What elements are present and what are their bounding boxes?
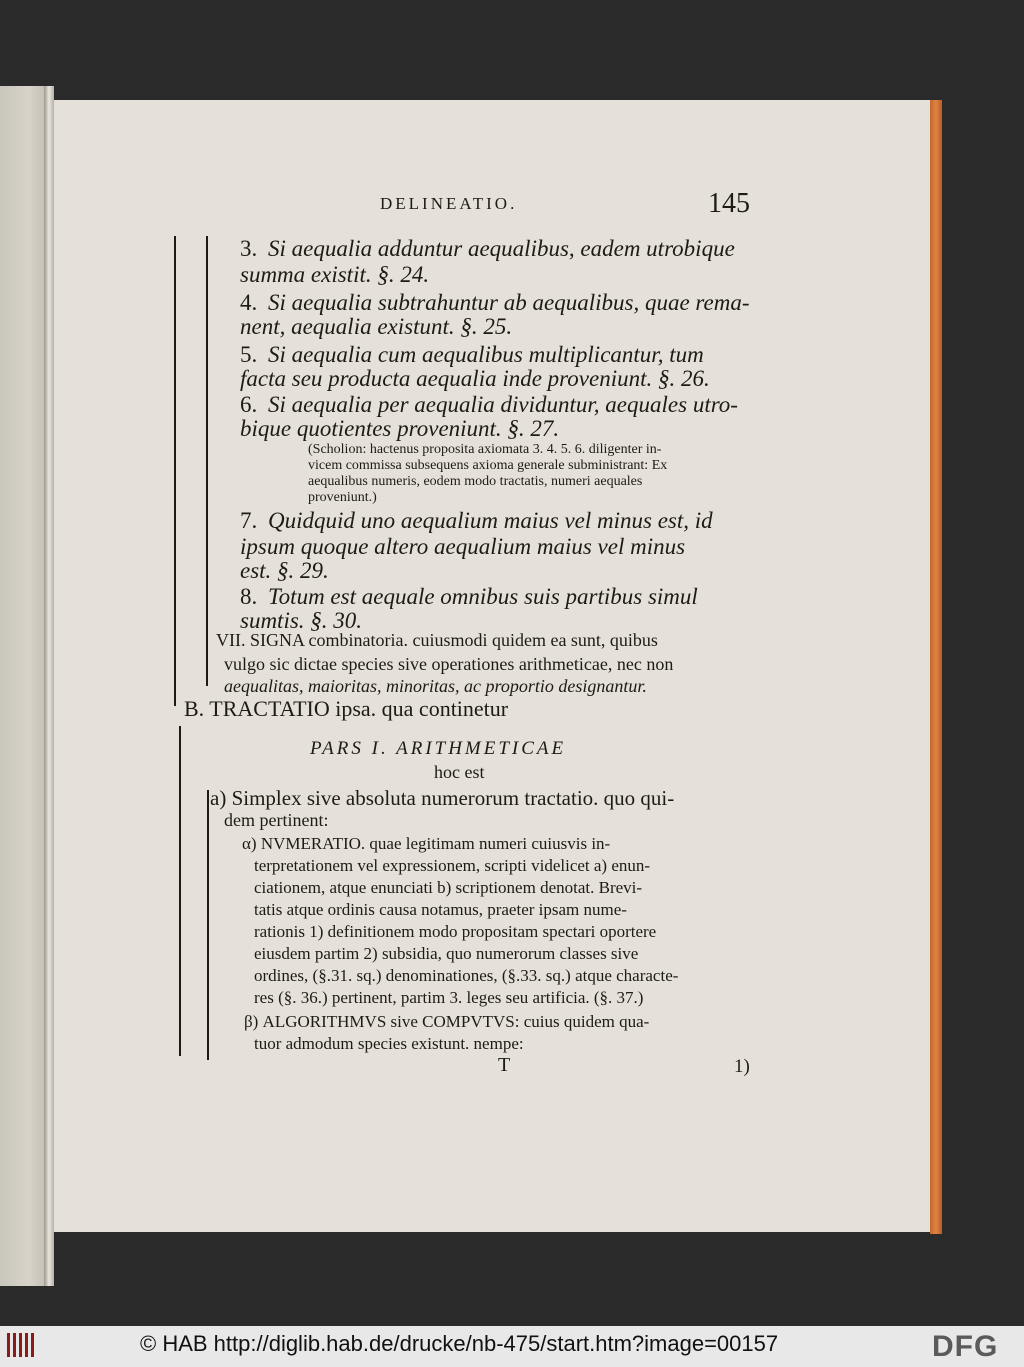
axiom-6-line: bique quotientes proveniunt. §. 27. (240, 416, 560, 441)
signature-mark: T (498, 1054, 511, 1076)
catchword: 1) (734, 1056, 750, 1077)
axiom-7-line: Quidquid uno aequalium maius vel minus est, id (268, 508, 713, 533)
dfg-logo: DFG (932, 1330, 999, 1363)
axiom-3-line: Si aequalia adduntur aequalibus, eadem utrobique (268, 236, 735, 261)
hab-logo-icon (6, 1330, 36, 1360)
axiom-8-line: sumtis. §. 30. (240, 608, 363, 633)
scholion-line: vicem commissa subsequens axioma generale subministrant: Ex (308, 458, 668, 473)
numeratio-line: rationis 1) definitionem modo propositam spectari oportere (254, 922, 657, 941)
axiom-4-line: Si aequalia subtrahuntur ab aequalibus, quae rema- (268, 290, 750, 315)
scholion-line: proveniunt.) (308, 490, 377, 505)
axiom-8-number: 8. (240, 584, 258, 609)
axiom-3-number: 3. (240, 236, 258, 261)
axiom-8-line: Totum est aequale omnibus suis partibus simul (268, 584, 698, 609)
numeratio-line: ordines, (§.31. sq.) denominationes, (§.33. sq.) atque characte- (254, 966, 679, 985)
numeratio-line: tatis atque ordinis causa notamus, praeter ipsam nume- (254, 900, 627, 919)
scholion-line: aequalibus numeris, eodem modo tractatis, numeri aequales (308, 474, 643, 489)
axiom-6-number: 6. (240, 392, 258, 417)
signa-line: aequalitas, maioritas, minoritas, ac proportio designantur. (224, 676, 647, 696)
pars-title: PARS I. ARITHMETICAE (310, 738, 567, 759)
book-gutter (44, 86, 54, 1286)
algorithmus-line: tuor admodum species existunt. nempe: (254, 1034, 524, 1053)
axiom-5-line: Si aequalia cum aequalibus multiplicantur, tum (268, 342, 704, 367)
axiom-3-line: summa existit. §. 24. (240, 262, 430, 287)
axiom-6-line: Si aequalia per aequalia dividuntur, aequales utro- (268, 392, 738, 417)
tractatio-heading: B. TRACTATIO ipsa. qua continetur (184, 696, 509, 721)
signa-line: VII. SIGNA combinatoria. cuiusmodi quidem ea sunt, quibus (216, 630, 658, 650)
page-number: 145 (708, 188, 750, 219)
axiom-7-line: ipsum quoque altero aequalium maius vel minus (240, 534, 686, 559)
algorithmus-line: β) ALGORITHMVS sive COMPVTVS: cuius quidem qua- (244, 1012, 650, 1031)
bracket-rule (206, 236, 208, 686)
simplex-line: dem pertinent: (224, 810, 329, 830)
numeratio-line: terpretationem vel expressionem, scripti videlicet a) enun- (254, 856, 651, 875)
numeratio-line: α) NVMERATIO. quae legitimam numeri cuiusvis in- (242, 834, 611, 853)
bracket-rule (207, 790, 209, 1060)
simplex-line: a) Simplex sive absoluta numerorum tractatio. quo qui- (210, 786, 675, 810)
numeratio-line: eiusdem partim 2) subsidia, quo numerorum classes sive (254, 944, 639, 963)
numeratio-line: ciationem, atque enunciati b) scriptionem denotat. Brevi- (254, 878, 643, 897)
book-page (54, 100, 930, 1232)
scholion-line: (Scholion: hactenus proposita axiomata 3. 4. 5. 6. diligenter in- (308, 442, 662, 457)
axiom-4-line: nent, aequalia existunt. §. 25. (240, 314, 513, 339)
page-edge-red (930, 100, 942, 1234)
axiom-4-number: 4. (240, 290, 258, 315)
numeratio-line: res (§. 36.) pertinent, partim 3. leges seu artificia. (§. 37.) (254, 988, 644, 1007)
bracket-rule (174, 236, 176, 706)
axiom-5-number: 5. (240, 342, 258, 367)
running-title: DELINEATIO. (380, 194, 518, 213)
bracket-rule (179, 726, 181, 1056)
axiom-7-number: 7. (240, 508, 258, 533)
hoc-est: hoc est (434, 762, 485, 782)
signa-line: vulgo sic dictae species sive operationes arithmeticae, nec non (224, 654, 674, 674)
axiom-7-line: est. §. 29. (240, 558, 329, 583)
axiom-5-line: facta seu producta aequalia inde proveniunt. §. 26. (240, 366, 710, 391)
footer-link[interactable]: © HAB http://diglib.hab.de/drucke/nb-475/start.htm?image=00157 (140, 1331, 779, 1356)
